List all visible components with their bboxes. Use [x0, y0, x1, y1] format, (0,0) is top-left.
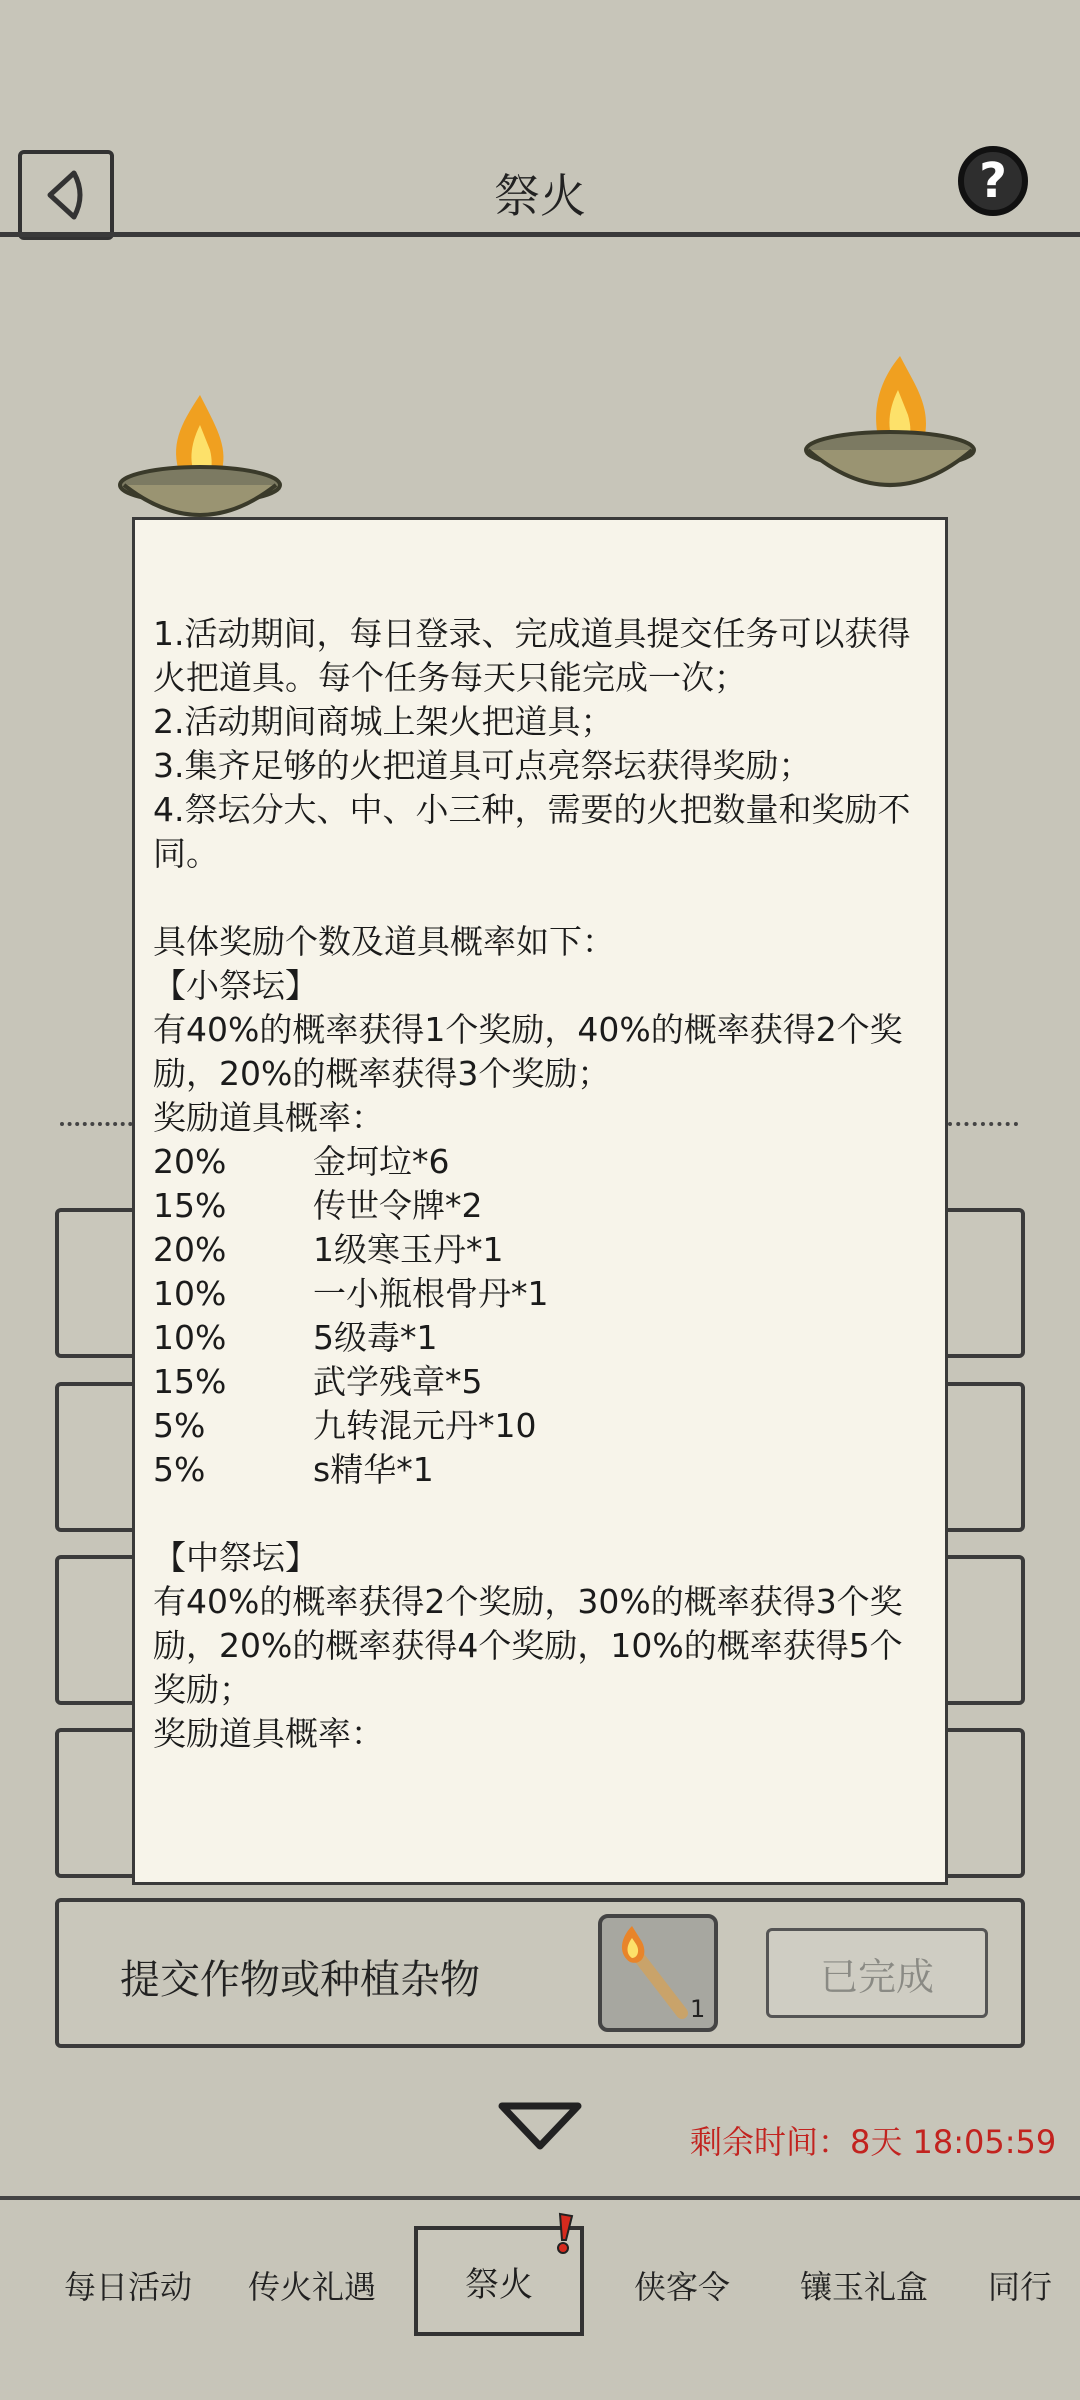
prob-item: 一小瓶根骨丹*1: [313, 1274, 549, 1313]
rule-line: 1.活动期间，每日登录、完成道具提交任务可以获得火把道具。每个任务每天只能完成一次；: [153, 614, 911, 697]
tab-daily[interactable]: 每日活动: [64, 2268, 193, 2306]
prob-row: [153, 1316, 933, 1360]
help-button[interactable]: [958, 146, 1028, 216]
prob-pct: 10%: [153, 1318, 227, 1357]
prob-row: [153, 1184, 933, 1228]
mid-altar-desc: 有40%的概率获得2个奖励，30%的概率获得3个奖励，20%的概率获得4个奖励，10%的概率获得5个奖励；: [153, 1582, 903, 1709]
small-altar-desc: 有40%的概率获得1个奖励，40%的概率获得2个奖励，20%的概率获得3个奖励；: [153, 1010, 903, 1093]
tabbar-divider: [0, 2196, 1080, 2200]
prob-pct: 10%: [153, 1274, 227, 1313]
scroll-down-icon[interactable]: [496, 2098, 584, 2154]
rule-line: 2.活动期间商城上架火把道具；: [153, 702, 614, 741]
prob-item: 5级毒*1: [313, 1318, 438, 1357]
remaining-time: 剩余时间：8天 18:05:59: [690, 2123, 1057, 2161]
mid-altar-heading: 【中祭坛】: [153, 1538, 318, 1577]
tab-fire-gift[interactable]: 传火礼遇: [248, 2268, 377, 2306]
prob-row: [153, 1448, 933, 1492]
prob-row: [153, 1360, 933, 1404]
divider-dots-right: [948, 1122, 1018, 1126]
prob-item: 武学残章*5: [313, 1362, 483, 1401]
reward-count: 1: [690, 1995, 706, 2023]
prob-row: [153, 1404, 933, 1448]
task-label: 提交作物或种植杂物: [120, 1957, 480, 2003]
prob-pct: 20%: [153, 1230, 227, 1269]
rules-text: [153, 612, 933, 1756]
prob-pct: 5%: [153, 1406, 206, 1445]
rule-line: 4.祭坛分大、中、小三种，需要的火把数量和奖励不同。: [153, 790, 911, 873]
prob-row: [153, 1228, 933, 1272]
small-altar-prob-label: 奖励道具概率：: [153, 1098, 384, 1137]
small-altar-heading: 【小祭坛】: [153, 966, 318, 1005]
prob-row: [153, 1272, 933, 1316]
alert-badge-icon: [550, 2212, 578, 2254]
prob-item: s精华*1: [313, 1450, 434, 1489]
prob-item: 1级寒玉丹*1: [313, 1230, 504, 1269]
prob-pct: 5%: [153, 1450, 206, 1489]
tab-companion[interactable]: 同行: [988, 2268, 1053, 2306]
prob-pct: 15%: [153, 1186, 227, 1225]
tab-label: 祭火: [465, 2264, 533, 2305]
page-title: 祭火: [494, 169, 586, 223]
reward-intro: 具体奖励个数及道具概率如下：: [153, 922, 615, 961]
prob-pct: 20%: [153, 1142, 227, 1181]
prob-item: 九转混元丹*10: [313, 1406, 537, 1445]
tab-jade-box[interactable]: 镶玉礼盒: [800, 2268, 929, 2306]
mid-altar-prob-label: 奖励道具概率：: [153, 1714, 384, 1753]
prob-item: 传世令牌*2: [313, 1186, 483, 1225]
prob-pct: 15%: [153, 1362, 227, 1401]
divider-dots-left: [60, 1122, 140, 1126]
rule-line: 3.集齐足够的火把道具可点亮祭坛获得奖励；: [153, 746, 812, 785]
prob-item: 金坷垃*6: [313, 1142, 450, 1181]
header-divider: [0, 232, 1080, 237]
rules-popup: [132, 517, 948, 1885]
completed-button[interactable]: 已完成: [766, 1928, 988, 2018]
tab-xiake[interactable]: 侠客令: [634, 2268, 731, 2306]
prob-row: [153, 1140, 933, 1184]
question-icon: ?: [979, 153, 1007, 209]
